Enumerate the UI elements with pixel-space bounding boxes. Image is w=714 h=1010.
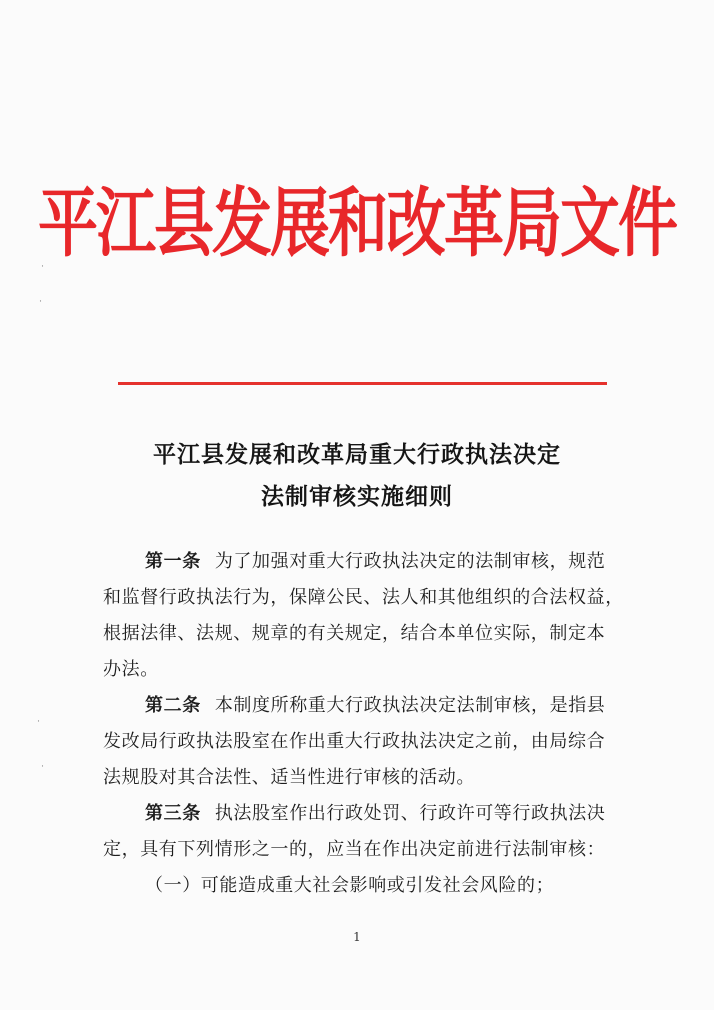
article-line: 和监督行政执法行为，保障公民、法人和其他组织的合法权益， — [103, 587, 624, 608]
article-3 — [103, 796, 628, 868]
article-3-first-line — [103, 796, 628, 832]
article-line: 法规股对其合法性、适当性进行审核的活动。 — [103, 767, 475, 788]
article-line: 办法。 — [103, 659, 159, 680]
article-1-first-line — [103, 544, 628, 580]
article-2 — [103, 688, 628, 796]
page-number: 1 — [353, 930, 361, 944]
article-label: 第三条 — [145, 803, 201, 824]
document-title-line-2: 法制审核实施细则 — [261, 483, 453, 510]
article-line: 定，具有下列情形之一的，应当在作出决定前进行法制审核： — [103, 839, 606, 860]
article-line: 发改局行政执法股室在作出重大行政执法决定之前，由局综合 — [103, 731, 606, 752]
binding-hole-mark: ˙ — [40, 265, 45, 276]
binding-hole-mark: ˙ — [36, 720, 41, 731]
article-label: 第一条 — [145, 551, 201, 572]
list-item: （一）可能造成重大社会影响或引发社会风险的； — [145, 875, 555, 896]
item-list — [103, 868, 628, 904]
document-title-line-1: 平江县发展和改革局重大行政执法决定 — [153, 441, 561, 468]
article-2-first-line — [103, 688, 628, 724]
article-text: 执法股室作出行政处罚、行政许可等行政执法决 — [214, 803, 606, 824]
red-separator-rule — [118, 382, 607, 385]
article-text: 为了加强对重大行政执法决定的法制审核，规范 — [214, 551, 606, 572]
article-1 — [103, 544, 628, 688]
article-text: 本制度所称重大行政执法决定法制审核，是指县 — [214, 695, 606, 716]
article-line: 根据法律、法规、规章的有关规定，结合本单位实际，制定本 — [103, 623, 606, 644]
article-label: 第二条 — [145, 695, 201, 716]
issuer-header-title: 平江县发展和改革局文件 — [38, 180, 676, 268]
binding-hole-mark: ˙ — [38, 300, 43, 311]
binding-hole-mark: ˙ — [40, 765, 45, 776]
